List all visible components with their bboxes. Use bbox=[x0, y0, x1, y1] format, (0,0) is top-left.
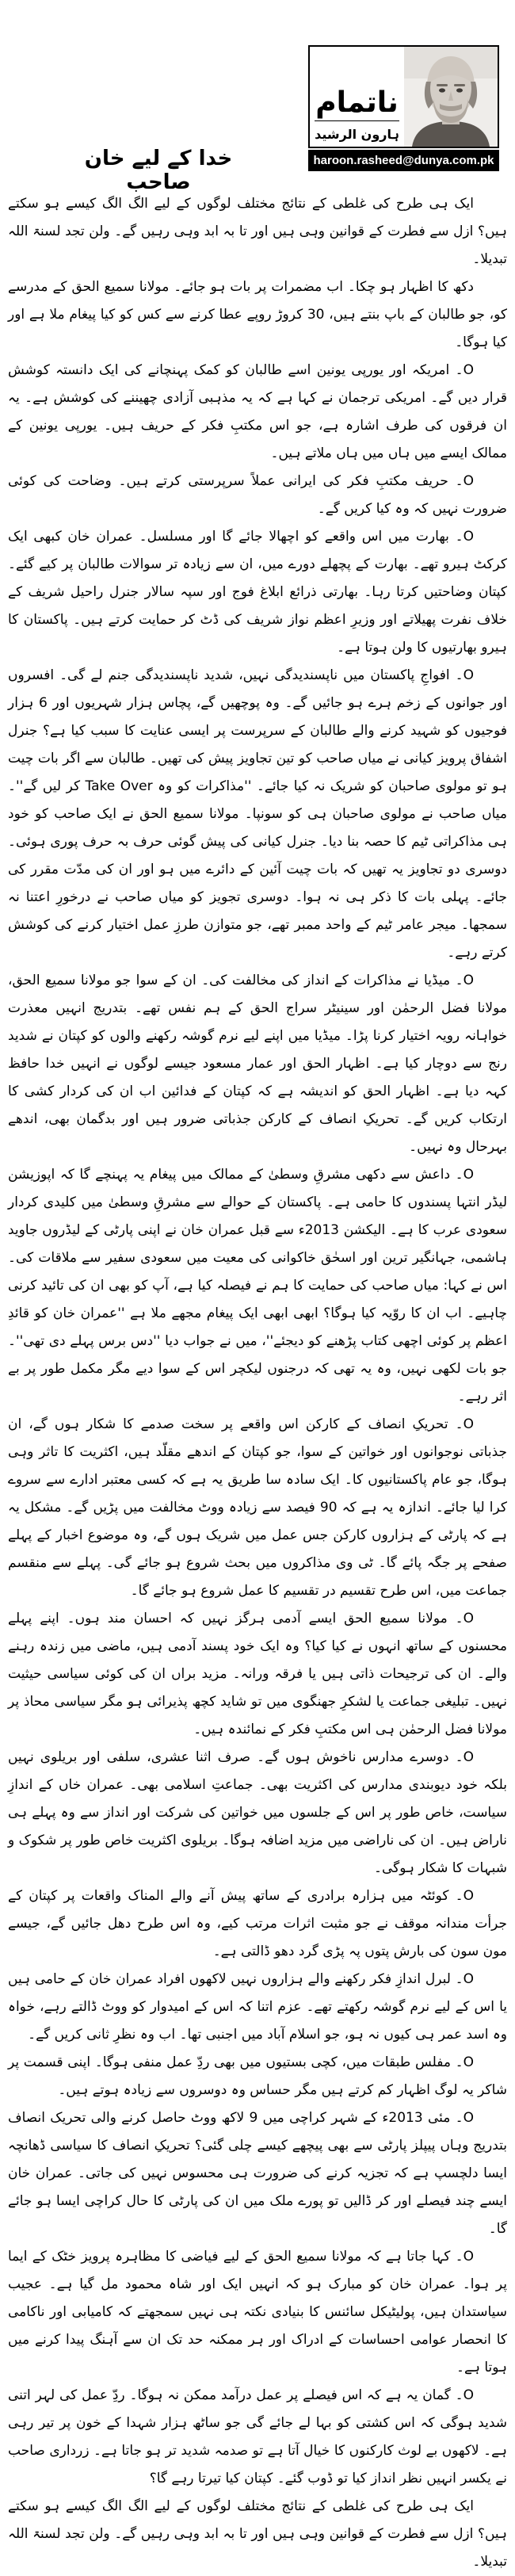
article-paragraph: O۔ گمان یہ ہے کہ اس فیصلے پر عمل درآمد ممکن نہ ہوگا۔ ردِّ عمل کی لہر اتنی شدید ہوگی کہ اس کشتی کو بہا لے جائے گی جو ساٹھ ہزار شہدا کے خون پر تیر رہی ہے۔ لاکھوں بے لوث کارکنوں کا خیال آتا ہے تو صدمہ شدید تر ہو جاتا ہے۔ زرداری صاحب نے یکسر انہیں نظر انداز کیا تو ڈوب گئے۔ کپتان کیا تیرتا رہے گا؟ bbox=[8, 2387, 507, 2486]
article-paragraph: O۔ کوئٹہ میں ہزارہ برادری کے ساتھ پیش آنے والے المناک واقعات پر کپتان کے جرأت مندانہ موقف نے جو مثبت اثرات مرتب کیے، وہ اس طرح دھل جائیں گے، جیسے مون سون کی بارش پتوں پہ پڑی گرد دھو ڈالتی ہے۔ bbox=[8, 1888, 507, 1959]
author-photo bbox=[404, 47, 498, 147]
author-photo-illustration bbox=[404, 47, 498, 147]
masthead-box bbox=[308, 45, 499, 148]
article-paragraph: O۔ حریف مکتبِ فکر کی ایرانی عملاً سرپرستی کرتے ہیں۔ وضاحت کی کوئی ضرورت نہیں کہ وہ کیا کریں گے۔ bbox=[8, 473, 507, 517]
author-email-bar[interactable] bbox=[308, 150, 499, 171]
article-paragraph: O۔ داعش سے دکھی مشرقِ وسطیٰ کے ممالک میں پیغام یہ پہنچے گا کہ اپوزیشن لیڈر انتہا پسندوں کا حامی ہے۔ پاکستان کے حوالے سے مشرقِ وسطیٰ میں کلیدی کردار سعودی عرب کا ہے۔ الیکشن 2013ء سے قبل عمران خان نے اپنی پارٹی کے لیڈروں جاوید ہاشمی، جہانگیر ترین اور اسحٰق خاکوانی کی معیت میں سعودی سفیر سے ملاقات کی۔ اس نے کہا: میاں صاحب کی حمایت کا ہم نے فیصلہ کیا ہے، آپ کو بھی ان کی تائید کرنی چاہیے۔ اب ان کا روّیہ کیا ہوگا؟ ابھی ابھی ایک پیغام مجھے ملا ہے ''عمران خان کو قائدِ اعظم پر کوئی اچھی کتاب پڑھنے کو دیجئے''، میں نے جواب دیا ''دس برس پہلے دی تھی''۔ جو بات لکھی نہیں، وہ یہ تھی کہ درجنوں لیکچر اس کے سوا دیے مگر مکمل طور پر بے اثر رہے۔ bbox=[8, 1167, 507, 1405]
article-paragraph: O۔ مولانا سمیع الحق ایسے آدمی ہرگز نہیں کہ احسان مند ہوں۔ اپنے پہلے محسنوں کے ساتھ انہوں نے کیا کیا؟ وہ ایک خود پسند آدمی ہیں، ماضی میں زندہ رہنے والے۔ ان کی ترجیحات ذاتی ہیں یا فرقہ ورانہ۔ مزید براں ان کی کوئی سیاسی حیثیت نہیں۔ تبلیغی جماعت یا لشکرِ جھنگوی میں تو شاید کچھ پذیرائی ہو مگر سیاسی محاذ پر مولانا فضل الرحمٰن ہی اس مکتبِ فکر کے نمائندہ ہیں۔ bbox=[8, 1611, 507, 1737]
article-paragraph: O۔ بھارت میں اس واقعے کو اچھالا جائے گا اور مسلسل۔ عمران خان کبھی ایک کرکٹ ہیرو تھے۔ بھارت کے پچھلے دورے میں، ان سے زیادہ تر سوالات طالبان پر کیے گئے۔ کپتان وضاحتیں کرتا رہا۔ بھارتی ذرائع ابلاغ فوج اور سپہ سالار جنرل راحیل شریف کے خلاف نفرت پھیلاتے اور وزیرِ اعظم نواز شریف کی ڈٹ کر حمایت کرتے ہیں۔ پاکستان کا ہیرو بھارتیوں کا ولن ہوتا ہے۔ bbox=[8, 529, 507, 655]
article-paragraph: O۔ دوسرے مدارس ناخوش ہوں گے۔ صرف اثنا عشری، سلفی اور بریلوی نہیں بلکہ خود دیوبندی مدارس کی اکثریت بھی۔ جماعتِ اسلامی بھی۔ عمران خاں کے اندازِ سیاست، خاص طور پر اس کے جلسوں میں خواتین کی شرکت اور انداز سے وہ پہلے ہی ناراض ہیں۔ ان کی ناراضی میں مزید اضافہ ہوگا۔ بریلوی اکثریت خاص طور پر شکوک و شبہات کا شکار ہوگی۔ bbox=[8, 1749, 507, 1876]
article-body bbox=[8, 190, 507, 2576]
author-email[interactable]: haroon.rasheed@dunya.com.pk bbox=[313, 154, 494, 167]
article-paragraph: O۔ میڈیا نے مذاکرات کے انداز کی مخالفت کی۔ ان کے سوا جو مولانا سمیع الحق، مولانا فضل الرحمٰن اور سینیٹر سراج الحق کے ہم نفس تھے۔ بتدریج انہیں معذرت خواہانہ رویہ اختیار کرنا پڑا۔ میڈیا میں اپنے لیے نرم گوشہ رکھنے والوں کو کپتان نے شدید رنج سے دوچار کیا ہے۔ اظہار الحق اور عمار مسعود جیسے لوگوں نے انہیں خدا حافظ کہہ دیا ہے۔ اظہار الحق کو اندیشہ ہے کہ کپتان کے فدائین اب ان کی کردار کشی کا ارتکاب کریں گے۔ تحریکِ انصاف کے کارکن جذباتی ضرور ہیں اور بدگمان بھی، اندھے بہرحال وہ نہیں۔ bbox=[8, 973, 507, 1155]
article-paragraph: ایک ہی طرح کی غلطی کے نتائج مختلف لوگوں کے لیے الگ الگ کیسے ہو سکتے ہیں؟ ازل سے فطرت کے قوانین وہی ہیں اور تا بہ ابد وہی رہیں گے۔ ولن تجد لسنۃ اللہ تبدیلا۔ bbox=[8, 196, 507, 267]
article-paragraph: O۔ افواجِ پاکستان میں ناپسندیدگی نہیں، شدید ناپسندیدگی جنم لے گی۔ افسروں اور جوانوں کے زخم ہرے ہو جائیں گے۔ وہ پوچھیں گے، پچاس ہزار شہریوں اور 6 ہزار فوجیوں کو شہید کرنے والے طالبان کے سرپرست پر ایسی عنایت کا سبب کیا ہے؟ جنرل اشفاق پرویز کیانی نے میاں صاحب کو تین تجاویز پیش کی تھیں۔ طالبان سے اگر بات چیت ہو تو مولوی صاحبان کو شریک نہ کیا جائے۔ ''مذاکرات کو وہ Take Over کر لیں گے''۔ میاں صاحب نے مولوی صاحبان ہی کو سونپا۔ مولانا سمیع الحق نے ایک صاحب کو خود ہی مذاکراتی ٹیم کا حصہ بنا دیا۔ جنرل کیانی کی پیش گوئی حرف بہ حرف پوری ہوئی۔ دوسری دو تجاویز یہ تھیں کہ بات چیت آئین کے دائرے میں ہو اور ان کی مدّت مقرر کی جائے۔ پہلی بات کا ذکر ہی نہ ہوا۔ دوسری تجویز کو میاں صاحب نے درخورِ اعتنا نہ سمجھا۔ میجر عامر ٹیم کے واحد ممبر تھے، جو متوازن طرزِ عمل اختیار کرنے کی کوشش کرتے رہے۔ bbox=[8, 667, 507, 961]
article-title: خدا کے لیے خان صاحب bbox=[84, 147, 233, 195]
article-paragraph: O۔ تحریکِ انصاف کے کارکن اس واقعے پر سخت صدمے کا شکار ہوں گے، ان جذباتی نوجوانوں اور خواتین کے سوا، جو کپتان کے اندھے مقلّد ہیں، اکثریت کا تاثر وہی ہوگا، جو عام پاکستانیوں کا۔ ایک سادہ سا طریق یہ ہے کہ کسی معتبر ادارے سے سروے کرا لیا جائے۔ اندازہ یہ ہے کہ 90 فیصد سے زیادہ ووٹ مخالفت میں پڑیں گے۔ مشکل یہ ہے کہ پارٹی کے ہزاروں کارکن جس عمل میں شریک ہوں گے، وہ موضوع اخبار کے پہلے صفحے پر جگہ پائے گا۔ ٹی وی مذاکروں میں بحث شروع ہو جائے گی۔ پہلے سے منقسم جماعت میں، اس طرح تقسیم در تقسیم کا عمل شروع ہو جائے گا۔ bbox=[8, 1416, 507, 1599]
author-name: ہارون الرشید bbox=[315, 126, 399, 142]
masthead-left bbox=[310, 47, 404, 147]
article-paragraph: O۔ امریکہ اور یورپی یونین اسے طالبان کو کمک پہنچانے کی ایک دانستہ کوشش قرار دیں گے۔ امریکی ترجمان نے کہا ہے کہ یہ مذہبی آزادی چھیننے کی کوشش ہے۔ یہ ان فرقوں کی طرف اشارہ ہے، جو اس مکتبِ فکر کے حریف ہیں۔ یورپی یونین کے ممالک ایسے میں ہاں میں ہاں ملاتے ہیں۔ bbox=[8, 362, 507, 461]
article-paragraph: O۔ لبرل اندازِ فکر رکھنے والے ہزاروں نہیں لاکھوں افراد عمران خان کے حامی ہیں یا اس کے لیے نرم گوشہ رکھتے تھے۔ عزم اتنا کہ اس کے امیدوار کو ووٹ ڈالتے رہے، خواہ وہ اسد عمر ہی کیوں نہ ہو، جو اسلام آباد میں اجنبی تھا۔ اب وہ نظرِ ثانی کریں گے۔ bbox=[8, 1971, 507, 2043]
article-paragraph: دکھ کا اظہار ہو چکا۔ اب مضمرات پر بات ہو جائے۔ مولانا سمیع الحق کے مدرسے کو، جو طالبان کے باپ بنتے ہیں، 30 کروڑ روپے عطا کرنے سے کس کو کیا پیغام ملا ہے اور کیا ہوگا۔ bbox=[8, 279, 507, 350]
article-paragraph: O۔ مفلس طبقات میں، کچی بستیوں میں بھی ردِّ عمل منفی ہوگا۔ اپنی قسمت پر شاکر یہ لوگ اظہار کم کرتے ہیں مگر حساس وہ دوسروں سے زیادہ ہوتے ہیں۔ bbox=[8, 2054, 507, 2098]
article-paragraph: O۔ کہا جاتا ہے کہ مولانا سمیع الحق کے لیے فیاضی کا مظاہرہ پرویز خٹک کے ایما پر ہوا۔ عمران خان کو مبارک ہو کہ انہیں ایک اور شاہ محمود مل گیا ہے۔ عجیب سیاستدان ہیں، پولیٹیکل سائنس کا بنیادی نکتہ ہی نہیں سمجھتے کہ کامیابی اور ناکامی کا انحصار عوامی احساسات کے ادراک اور ہر ممکنہ حد تک ان سے آہنگ پیدا کرنے میں ہوتا ہے۔ bbox=[8, 2249, 507, 2375]
article-paragraph: ایک ہی طرح کی غلطی کے نتائج مختلف لوگوں کے لیے الگ الگ کیسے ہو سکتے ہیں؟ ازل سے فطرت کے قوانین وہی ہیں اور تا بہ ابد وہی رہیں گے۔ ولن تجد لسنۃ اللہ تبدیلا۔ bbox=[8, 2498, 507, 2570]
column-logo: ناتمام bbox=[315, 86, 399, 119]
article-paragraph: O۔ مئی 2013ء کے شہر کراچی میں 9 لاکھ ووٹ حاصل کرنے والی تحریک انصاف بتدریج وہاں پیپلز پارٹی سے بھی پیچھے کیسے چلی گئی؟ تحریکِ انصاف کا سیاسی ڈھانچہ ایسا دلچسپ ہے کہ تجزیہ کرنے کی ضرورت ہی محسوس نہیں کی جاتی۔ عمران خان ایسے چند فیصلے اور کر ڈالیں تو پورے ملک میں ان کی پارٹی کا حال کراچی ایسا ہو جائے گا۔ bbox=[8, 2110, 507, 2237]
